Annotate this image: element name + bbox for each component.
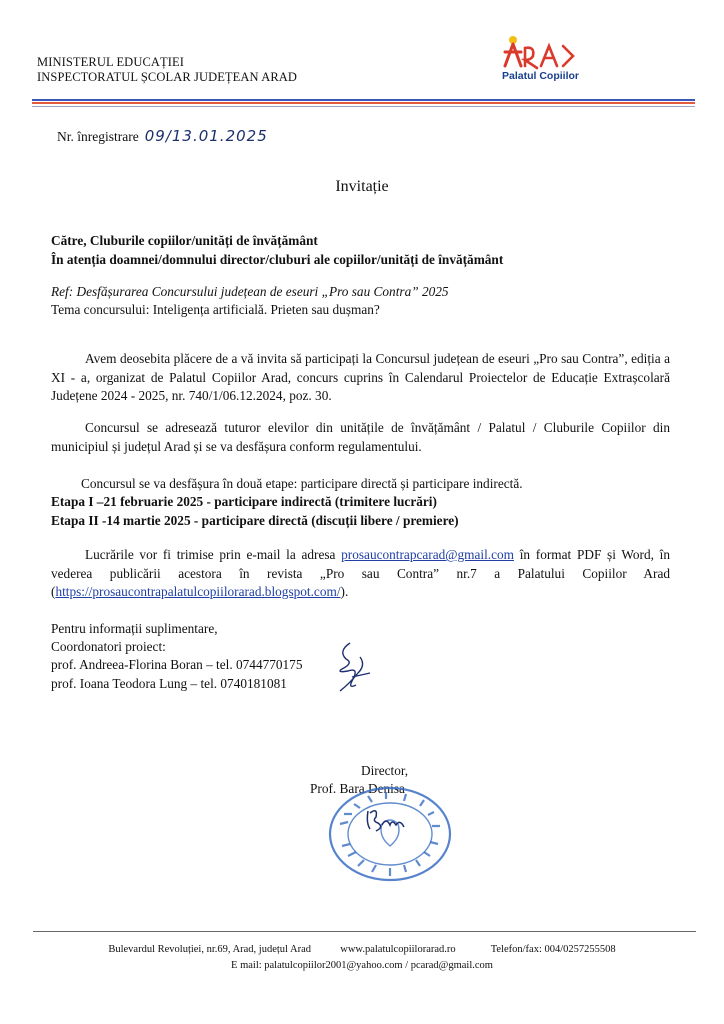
paragraph-invitation: Avem deosebita plăcere de a vă invita să participați la Concursul județean de eseuri „Pro sau Contra”, ediția a XI - a, organizat de Palatul Copiilor Arad, concurs cuprins în Calendarul Proiectelor de Educație Extrașcolară Județene 2024 - 2025, nr. 740/1/06.12.2024, poz. 30. (51, 351, 670, 403)
paragraph-stages-intro: Concursul se va desfășura în două etape: participare directă și participare indirectă. (81, 476, 523, 491)
footer-contact-line (0, 944, 724, 955)
submission-text-middle: în format PDF și Word, în vederea publicării acestora în revista „Pro sau Contra” nr.7 a Palatului Copiilor Arad ( (51, 547, 670, 599)
footer-phone: Telefon/fax: 004/0257255508 (490, 944, 616, 955)
header-rule-light (32, 106, 695, 107)
institution-header (37, 55, 297, 85)
contest-email-link[interactable]: prosaucontrapcarad@gmail.com (341, 547, 515, 562)
director-name: Prof. Bara Denisa (310, 781, 405, 796)
header-rule-red (32, 102, 695, 104)
coordinator-1: prof. Andreea-Florina Boran – tel. 0744770175 (51, 657, 303, 672)
submission-text-start: Lucrările vor fi trimise prin e-mail la adresa (85, 547, 342, 562)
registration-number (57, 127, 268, 145)
submission-text-end: ). (340, 584, 349, 599)
contacts-intro: Pentru informații suplimentare, (51, 621, 218, 636)
institution-line-2: INSPECTORATUL ȘCOLAR JUDEȚEAN ARAD (37, 70, 298, 84)
footer-rule (33, 931, 696, 932)
coordinators-heading: Coordonatori proiect: (51, 639, 166, 654)
contest-theme: Tema concursului: Inteligența artificială. Prieten sau dușman? (51, 302, 380, 317)
coordinator-2: prof. Ioana Teodora Lung – tel. 0740181081 (51, 676, 287, 691)
palatul-copiilor-logo (493, 32, 593, 92)
coordinator-signature (330, 637, 375, 697)
institution-line-1: MINISTERUL EDUCAȚIEI (37, 55, 185, 69)
footer-address: Bulevardul Revoluției, nr.69, Arad, județul Arad (108, 944, 312, 955)
footer-website[interactable]: www.palatulcopiilorarad.ro (340, 944, 456, 955)
blog-url-link[interactable]: https://prosaucontrapalatulcopiilorarad.blogspot.com/ (55, 584, 341, 599)
logo-subtitle: Palatul Copiilor (502, 70, 580, 82)
stage-1: Etapa I –21 februarie 2025 - participare indirectă (trimitere lucrări) (51, 494, 437, 509)
registration-handwritten-value: 09/13.01.2025 (144, 127, 268, 145)
reference-label: Ref (51, 284, 69, 299)
footer-email-line: E mail: palatulcopiilor2001@yahoo.com / pcarad@gmail.com (231, 960, 493, 971)
reference-text: : Desfășurarea Concursului județean de eseuri „Pro sau Contra” 2025 (68, 284, 449, 299)
header-rule-blue (32, 99, 695, 101)
address-line-2: În atenția doamnei/domnului director/cluburi ale copiilor/unități de învățământ (51, 252, 504, 267)
registration-label: Nr. înregistrare (57, 129, 139, 144)
paragraph-audience: Concursul se adresează tuturor elevilor din unitățile de învățământ / Palatul / Cluburile Copiilor din municipiul și județul Arad și se va desfășura conform regulamentului. (51, 420, 670, 454)
paragraph-submission (51, 546, 670, 602)
reference-line (51, 283, 449, 302)
document-title: Invitație (335, 178, 389, 195)
logo-graphic-icon (493, 32, 593, 92)
stage-2: Etapa II -14 martie 2025 - participare directă (discuții libere / premiere) (51, 513, 459, 528)
address-line-1: Către, Cluburile copiilor/unități de învățământ (51, 233, 318, 248)
director-signature (362, 803, 407, 838)
director-title: Director, (361, 763, 409, 778)
